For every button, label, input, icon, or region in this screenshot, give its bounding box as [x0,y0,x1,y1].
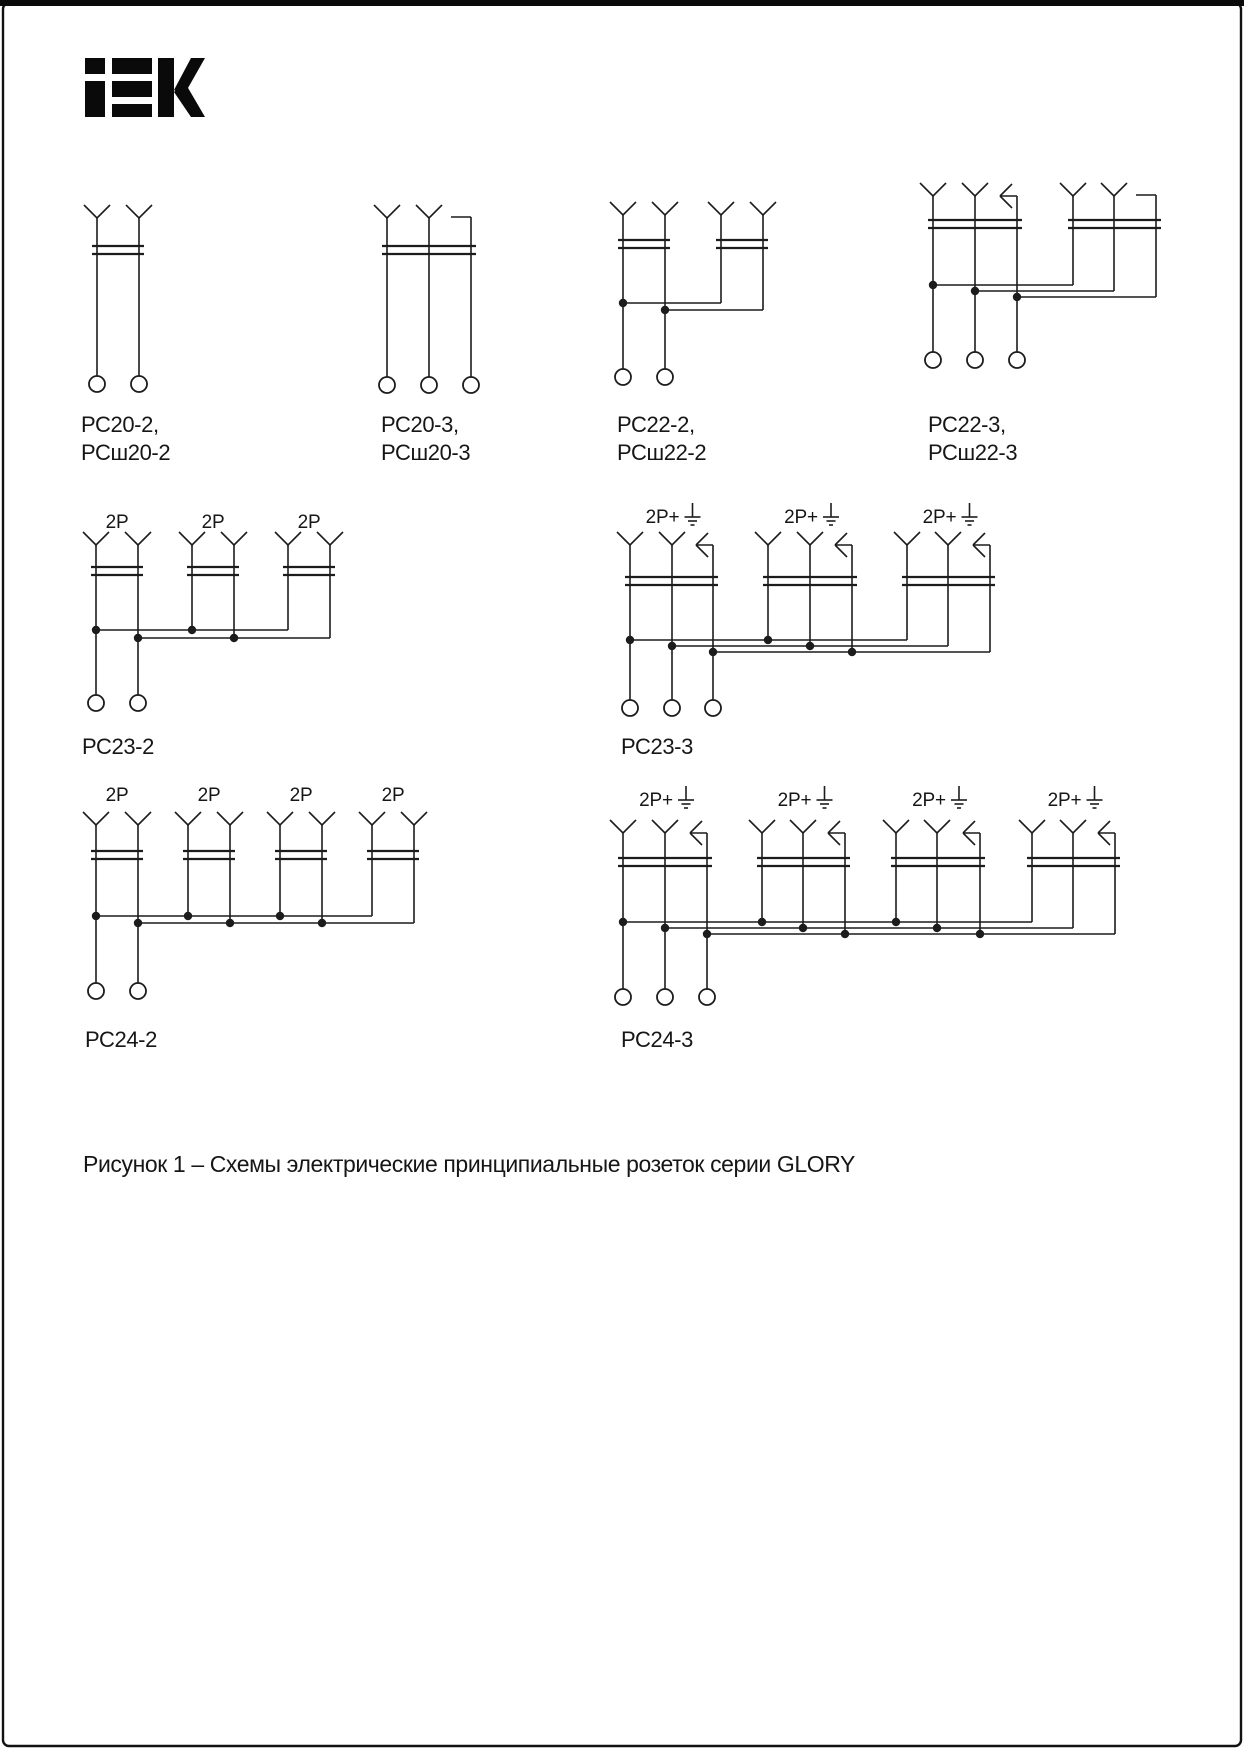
junction-dot [230,634,238,642]
schematic-label: РС23-3 [621,734,693,759]
junction-dot [758,918,766,926]
schematic-label: РС20-2, [81,412,159,437]
logo-k-stem [158,58,174,117]
terminal-circle [89,376,105,392]
logo-i-dot [85,58,105,74]
terminal-circle [967,352,983,368]
junction-dot [134,634,142,642]
junction-dot [799,924,807,932]
junction-dot [668,642,676,650]
terminal-circle [699,989,715,1005]
schematic-label: РС23-2 [82,734,154,759]
junction-dot [764,636,772,644]
terminal-circle [615,369,631,385]
terminal-circle [925,352,941,368]
terminal-circle [131,376,147,392]
logo-i-stem [85,81,105,117]
junction-dot [1013,293,1021,301]
junction-dot [929,281,937,289]
junction-dot [841,930,849,938]
schematic-pc24-3 [610,786,1120,1052]
iek-logo [85,58,205,117]
schematic-pc22-3 [920,183,1161,465]
terminal-circle [1009,352,1025,368]
junction-dot [226,919,234,927]
terminal-circle [657,369,673,385]
unit-power-label: 2Р+ [922,507,957,528]
unit-power-label: 2Р+ [784,507,818,528]
junction-dot [703,930,711,938]
unit-power-label: 2Р [381,785,405,806]
terminal-circle [379,377,395,393]
unit-power-label: 2Р [201,512,225,533]
junction-dot [661,924,669,932]
logo-e-mid [112,81,152,97]
schematic-label: РС22-3, [928,412,1006,437]
unit-power-label: 2Р+ [645,507,680,528]
unit-power-label: 2Р+ [1047,790,1082,811]
unit-power-label: 2Р [289,785,313,806]
logo-e-bot [112,104,152,117]
schematic-label: РСш20-2 [81,440,171,465]
junction-dot [92,912,100,920]
terminal-circle [130,983,146,999]
junction-dot [709,648,717,656]
terminal-circle [622,700,638,716]
schematic-label: РС22-2, [617,412,695,437]
schematic-label: РСш22-3 [928,440,1018,465]
schematic-pc23-2 [82,512,343,759]
junction-dot [318,919,326,927]
schematic-pc20-3 [374,205,479,465]
junction-dot [806,642,814,650]
junction-dot [619,918,627,926]
schematic-label: РСш22-2 [617,440,707,465]
junction-dot [892,918,900,926]
terminal-circle [88,983,104,999]
page-top-edge [0,0,1244,6]
schematic-pc23-3 [617,503,995,759]
terminal-circle [657,989,673,1005]
unit-power-label: 2Р [105,512,129,533]
figure-caption: Рисунок 1 – Схемы электрические принципиальные розеток серии GLORY [83,1151,855,1177]
logo-e-top [112,58,152,74]
schematic-pc22-2 [610,202,776,465]
junction-dot [626,636,634,644]
terminal-circle [88,695,104,711]
terminal-circle [705,700,721,716]
junction-dot [184,912,192,920]
unit-power-label: 2Р [197,785,221,806]
terminal-circle [421,377,437,393]
schematic-label: РС24-2 [85,1027,157,1052]
unit-power-label: 2Р [297,512,321,533]
schematic-label: РС24-3 [621,1027,693,1052]
junction-dot [276,912,284,920]
junction-dot [619,299,627,307]
terminal-circle [664,700,680,716]
terminal-circle [615,989,631,1005]
unit-power-label: 2Р [105,785,129,806]
unit-power-label: 2Р+ [912,790,946,811]
schematic-label: РС20-3, [381,412,459,437]
junction-dot [971,287,979,295]
junction-dot [92,626,100,634]
terminal-circle [130,695,146,711]
junction-dot [933,924,941,932]
junction-dot [188,626,196,634]
junction-dot [848,648,856,656]
schematic-label: РСш20-3 [381,440,471,465]
junction-dot [134,919,142,927]
unit-power-label: 2Р+ [777,790,812,811]
schematic-pc20-2 [81,205,170,465]
terminal-circle [463,377,479,393]
junction-dot [661,306,669,314]
unit-power-label: 2Р+ [639,790,673,811]
schematic-pc24-2 [83,785,427,1052]
junction-dot [976,930,984,938]
